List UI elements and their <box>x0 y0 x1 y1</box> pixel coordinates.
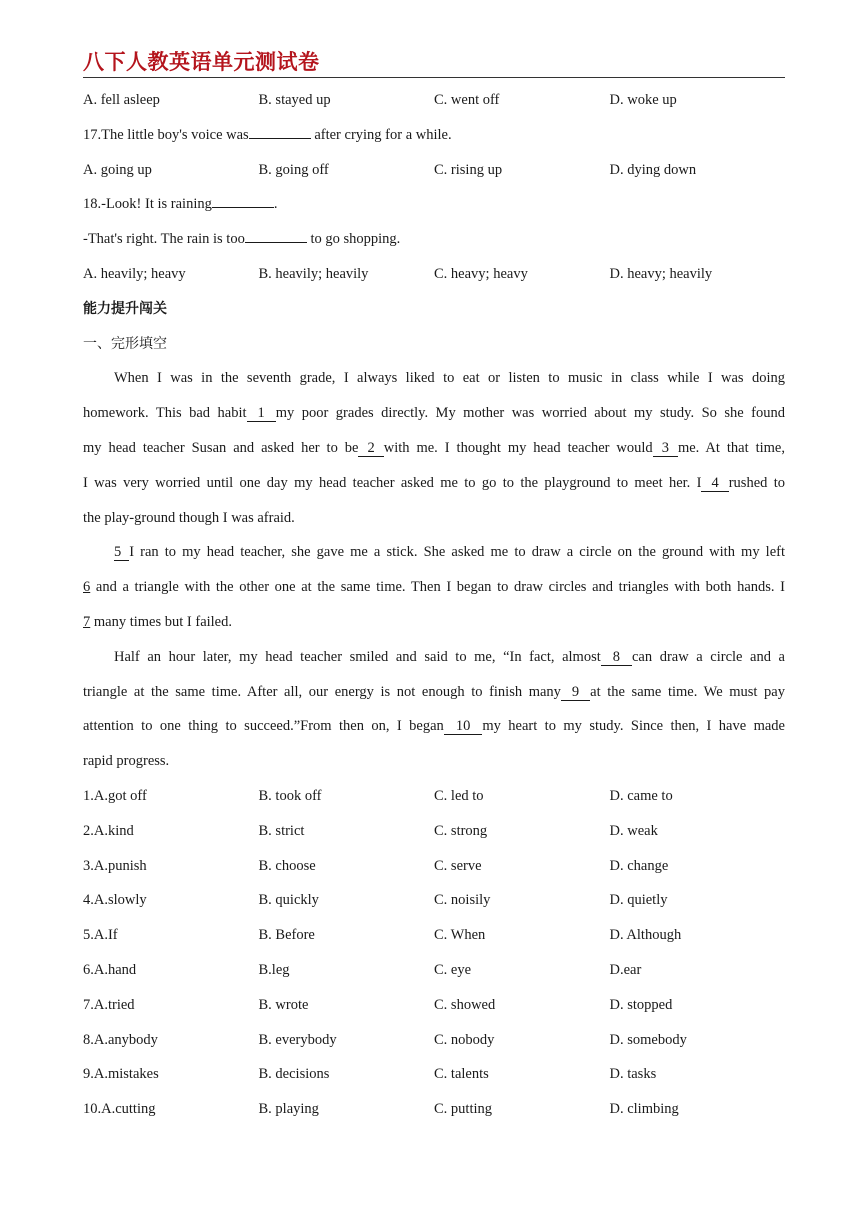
passage-line <box>83 675 785 710</box>
answer-blank <box>249 120 311 139</box>
option: C. heavy; heavy <box>434 265 528 282</box>
passage-line <box>83 396 785 431</box>
option: 3.A.punish <box>83 857 147 874</box>
passage-text: attention to one thing to succeed.”From then on, I began <box>83 718 444 735</box>
q18-stem-line2 <box>83 222 785 257</box>
section-title: 能力提升闯关 <box>83 300 167 317</box>
cloze-blank-9: 9 <box>561 684 590 701</box>
q18-text: . <box>273 196 278 213</box>
cloze-options-row <box>83 988 785 1023</box>
cloze-blank-2: 2 <box>358 440 383 457</box>
passage-line <box>83 709 785 744</box>
option: 10.A.cutting <box>83 1101 156 1118</box>
option: D. tasks <box>609 1066 657 1083</box>
option: B. heavily; heavily <box>258 265 369 282</box>
option: B. wrote <box>258 996 309 1013</box>
option: C. serve <box>434 857 482 874</box>
option: B. everybody <box>258 1031 337 1048</box>
option: C. rising up <box>434 161 503 178</box>
option: C. noisily <box>434 892 491 909</box>
passage-line <box>83 431 785 466</box>
option: A. heavily; heavy <box>83 265 186 282</box>
option: C. eye <box>434 961 472 978</box>
option: B. took off <box>258 787 322 804</box>
passage-text: I was very worried until one day my head teacher asked me to go to the playground to meet her. I <box>83 474 702 491</box>
option: D. somebody <box>609 1031 687 1048</box>
q17-options <box>83 153 785 188</box>
option: D. change <box>609 857 669 874</box>
option: D. came to <box>609 787 673 804</box>
cloze-options-row <box>83 779 785 814</box>
option: B. playing <box>258 1101 319 1118</box>
option: C. went off <box>434 92 500 108</box>
q17-stem <box>83 118 785 153</box>
option: C. strong <box>434 822 488 839</box>
cloze-blank-8: 8 <box>601 649 632 666</box>
option: 4.A.slowly <box>83 892 147 909</box>
option: C. led to <box>434 787 484 804</box>
passage-text: Half an hour later, my head teacher smiled and said to me, “In fact, almost <box>114 648 601 665</box>
content <box>83 83 785 1127</box>
q17-text-before: 17.The little boy's voice was <box>83 126 249 143</box>
option: D. quietly <box>609 892 668 909</box>
answer-blank <box>245 224 307 243</box>
option: B. quickly <box>258 892 319 909</box>
passage-line <box>83 640 785 675</box>
q18-options <box>83 257 785 292</box>
passage-text: and a triangle with the other one at the same time. Then I began to draw circles and triangles with both hands. I <box>90 579 785 596</box>
passage-text: homework. This bad habit <box>83 405 247 422</box>
header-title: 八下人教英语单元测试卷 <box>83 50 320 74</box>
q17-text-after: after crying for a while. <box>310 126 452 143</box>
cloze-options-row <box>83 1023 785 1058</box>
cloze-blank-10: 10 <box>444 718 483 735</box>
answer-blank <box>212 189 274 208</box>
option: 9.A.mistakes <box>83 1066 159 1083</box>
option: B. Before <box>258 927 315 944</box>
cloze-options-row <box>83 849 785 884</box>
option: C. showed <box>434 996 496 1013</box>
passage-line <box>83 535 785 570</box>
passage-line <box>83 605 785 640</box>
option: 5.A.If <box>83 927 118 944</box>
q18-text: to go shopping. <box>306 231 401 248</box>
cloze-blank-3: 3 <box>653 440 678 457</box>
option: B. decisions <box>258 1066 330 1083</box>
cloze-blank-6: 6 <box>83 579 91 596</box>
option: B. choose <box>258 857 316 874</box>
option: A. fell asleep <box>83 92 160 108</box>
option: C. putting <box>434 1101 493 1118</box>
option: D. woke up <box>609 92 677 108</box>
passage-text: triangle at the same time. After all, our energy is not enough to finish many <box>83 683 561 700</box>
cloze-options-row <box>83 953 785 988</box>
option: 6.A.hand <box>83 961 137 978</box>
passage-text: I ran to my head teacher, she gave me a stick. She asked me to draw a circle on the ground with my left <box>129 544 785 561</box>
passage-line: When I was in the seventh grade, I always liked to eat or listen to music in class while I was doing <box>114 370 785 387</box>
q16-options <box>83 83 785 118</box>
option: D. stopped <box>609 996 673 1013</box>
cloze-blank-4: 4 <box>701 475 728 492</box>
option: 7.A.tried <box>83 996 135 1013</box>
option: D. heavy; heavily <box>609 265 713 282</box>
option: A. going up <box>83 161 152 178</box>
option: C. When <box>434 927 486 944</box>
cloze-options-row <box>83 814 785 849</box>
passage-text: my poor grades directly. My mother was worried about my study. So she found <box>275 405 785 422</box>
section-subtitle: 一、完形填空 <box>83 335 167 352</box>
q18-stem-line1 <box>83 187 785 222</box>
passage-line: the play-ground though I was afraid. <box>83 509 295 526</box>
option: B.leg <box>258 961 290 978</box>
option: B. strict <box>258 822 305 839</box>
option: B. stayed up <box>258 92 331 108</box>
q18-text: -That's right. The rain is too <box>83 231 245 248</box>
cloze-blank-1: 1 <box>247 405 276 422</box>
option: D. climbing <box>609 1101 679 1118</box>
passage-text: my head teacher Susan and asked her to be <box>83 439 359 456</box>
option: C. nobody <box>434 1031 495 1048</box>
option: D. weak <box>609 822 658 839</box>
cloze-options-row <box>83 918 785 953</box>
option: 2.A.kind <box>83 822 134 839</box>
passage-line <box>83 570 785 605</box>
header-divider <box>83 77 785 78</box>
passage-text: can draw a circle and a <box>632 648 785 665</box>
cloze-blank-7: 7 <box>83 613 91 630</box>
passage-text: rushed to <box>728 474 785 491</box>
option: D. Although <box>609 927 682 944</box>
cloze-options-row <box>83 1057 785 1092</box>
option: 1.A.got off <box>83 787 147 804</box>
passage-text: with me. I thought my head teacher would <box>383 439 653 456</box>
passage-text: me. At that time, <box>677 439 785 456</box>
passage-text: at the same time. We must pay <box>590 683 785 700</box>
passage-text: my heart to my study. Since then, I have made <box>482 718 785 735</box>
option: D. dying down <box>609 161 697 178</box>
cloze-options-row <box>83 1092 785 1127</box>
option: C. talents <box>434 1066 489 1083</box>
passage-line: rapid progress. <box>83 753 170 770</box>
cloze-blank-5: 5 <box>114 544 129 561</box>
option: B. going off <box>258 161 329 178</box>
cloze-options-row <box>83 883 785 918</box>
q18-text: 18.-Look! It is raining <box>83 196 212 213</box>
passage-text: many times but I failed. <box>90 613 232 630</box>
passage-line <box>83 466 785 501</box>
option: 8.A.anybody <box>83 1031 158 1048</box>
option: D.ear <box>609 961 642 978</box>
